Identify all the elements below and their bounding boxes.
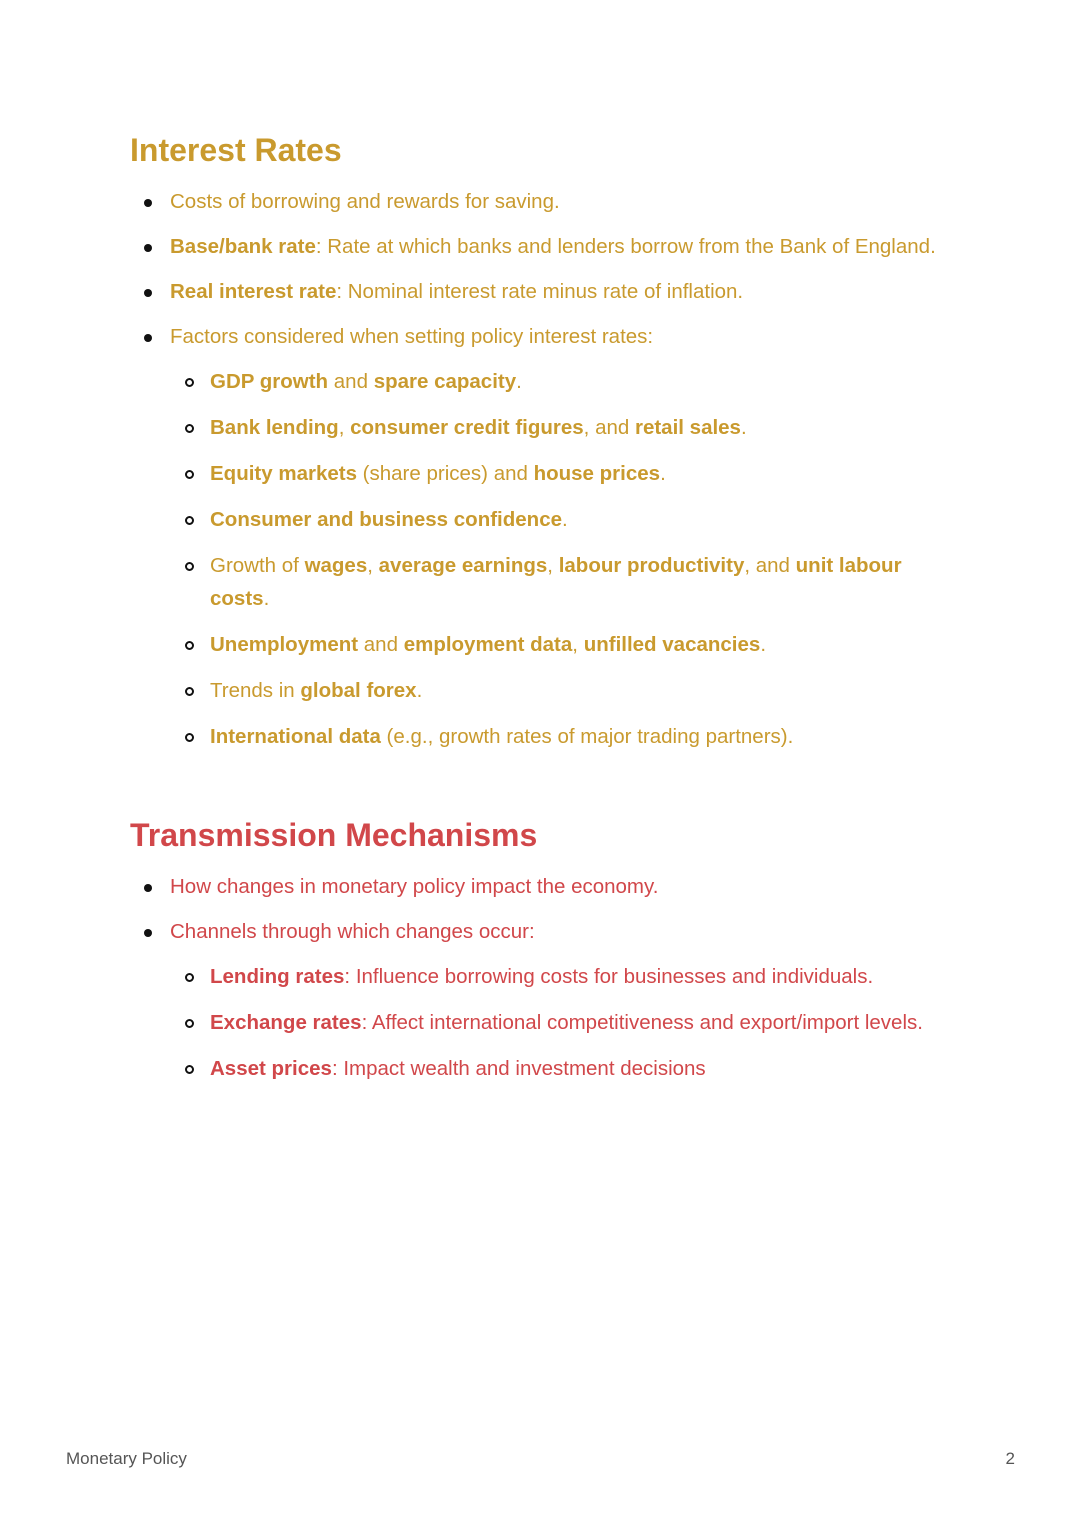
- page-number: 2: [1005, 1449, 1015, 1468]
- bold-term: retail sales: [634, 416, 741, 439]
- text-segment: Channels through which changes occur:: [170, 920, 535, 943]
- transmission-list: [130, 870, 960, 1085]
- sub-list: [170, 960, 960, 1085]
- list-item: [130, 185, 960, 218]
- bullet-circle: [185, 973, 194, 982]
- text-segment: Costs of borrowing and rewards for saving.: [170, 190, 560, 213]
- bullet-circle: [185, 1065, 194, 1074]
- text-segment: ,: [338, 416, 351, 439]
- text-segment: .: [740, 416, 747, 439]
- item-text: [170, 325, 653, 348]
- bold-term: Base/bank rate: [170, 235, 316, 258]
- bold-term: International data: [210, 725, 381, 748]
- list-item: [130, 275, 960, 308]
- bullet-circle: [185, 378, 194, 387]
- text-segment: .: [416, 679, 423, 702]
- item-text: [170, 875, 658, 898]
- bold-term: consumer credit figures: [350, 416, 584, 439]
- bold-term: Asset prices: [210, 1057, 332, 1080]
- text-segment: , and: [583, 416, 635, 439]
- bullet-dot: [144, 334, 152, 342]
- item-text: [170, 920, 535, 943]
- list-item: [130, 870, 960, 903]
- text-segment: ,: [572, 633, 584, 656]
- bullet-dot: [144, 884, 152, 892]
- text-segment: , and: [744, 554, 796, 577]
- item-text: [210, 1011, 923, 1034]
- bullet-dot: [144, 244, 152, 252]
- item-text: [210, 370, 522, 393]
- sub-list-item: [170, 720, 960, 753]
- text-segment: Trends in: [210, 679, 301, 702]
- item-text: [210, 725, 793, 748]
- bullet-circle: [185, 516, 194, 525]
- text-segment: and: [328, 370, 374, 393]
- bold-term: wages: [304, 554, 368, 577]
- sub-list-item: [170, 549, 960, 615]
- text-segment: (share prices) and: [356, 462, 534, 485]
- bullet-circle: [185, 687, 194, 696]
- bullet-dot: [144, 289, 152, 297]
- bold-term: Bank lending: [210, 416, 339, 439]
- item-text: [210, 554, 902, 610]
- bold-term: Unemployment: [210, 633, 359, 656]
- bold-term: global forex: [300, 679, 417, 702]
- text-segment: Growth of: [210, 554, 305, 577]
- sub-list-item: [170, 457, 960, 490]
- text-segment: .: [760, 633, 767, 656]
- interest-rates-section: [130, 131, 960, 753]
- bullet-circle: [185, 562, 194, 571]
- sub-list: [170, 365, 960, 753]
- bold-term: Consumer and business confidence: [210, 508, 562, 531]
- item-text: [210, 965, 873, 988]
- interest-rates-list: [130, 185, 960, 753]
- sub-list-item: [170, 1052, 960, 1085]
- text-segment: .: [263, 587, 270, 610]
- item-text: [210, 508, 568, 531]
- sub-list-item: [170, 503, 960, 536]
- item-text: [210, 679, 422, 702]
- text-segment: : Rate at which banks and lenders borrow from the Bank of England.: [315, 235, 936, 258]
- bold-term: Equity markets: [210, 462, 357, 485]
- bullet-dot: [144, 929, 152, 937]
- text-segment: : Influence borrowing costs for businesses and individuals.: [344, 965, 874, 988]
- text-segment: How changes in monetary policy impact the economy.: [170, 875, 659, 898]
- text-segment: and: [358, 633, 404, 656]
- text-segment: : Nominal interest rate minus rate of inflation.: [336, 280, 744, 303]
- text-segment: .: [516, 370, 522, 393]
- bullet-circle: [185, 424, 194, 433]
- item-text: [210, 416, 747, 439]
- item-text: [210, 633, 766, 656]
- text-segment: Factors considered when setting policy interest rates:: [170, 325, 654, 348]
- text-segment: .: [660, 462, 666, 485]
- interest-rates-heading: Interest Rates: [130, 132, 342, 168]
- sub-list-item: [170, 411, 960, 444]
- bold-term: Real interest rate: [170, 280, 337, 303]
- list-item: [130, 230, 960, 263]
- bullet-circle: [185, 1019, 194, 1028]
- bullet-dot: [144, 199, 152, 207]
- list-item: [130, 915, 960, 1085]
- bold-term: unit labour costs: [210, 554, 902, 610]
- item-text: [210, 462, 666, 485]
- bullet-circle: [185, 733, 194, 742]
- bold-term: employment data: [403, 633, 573, 656]
- bullet-circle: [185, 641, 194, 650]
- bold-term: average earnings: [378, 554, 548, 577]
- item-text: [170, 235, 936, 258]
- bullet-circle: [185, 470, 194, 479]
- item-text: [210, 1057, 706, 1080]
- bold-term: unfilled vacancies: [583, 633, 761, 656]
- bold-term: Lending rates: [210, 965, 345, 988]
- sub-list-item: [170, 365, 960, 398]
- text-segment: (e.g., growth rates of major trading partners).: [380, 725, 794, 748]
- bold-term: GDP growth: [210, 370, 329, 393]
- text-segment: .: [562, 508, 568, 531]
- sub-list-item: [170, 674, 960, 707]
- list-item: [130, 320, 960, 753]
- bold-term: labour productivity: [558, 554, 745, 577]
- sub-list-item: [170, 1006, 960, 1039]
- sub-list-item: [170, 628, 960, 661]
- transmission-heading: Transmission Mechanisms: [130, 817, 538, 853]
- bold-term: spare capacity: [373, 370, 517, 393]
- bold-term: Exchange rates: [210, 1011, 362, 1034]
- bold-term: house prices: [533, 462, 661, 485]
- text-segment: : Affect international competitiveness and export/import levels.: [361, 1011, 923, 1034]
- text-segment: ,: [547, 554, 559, 577]
- item-text: [170, 280, 743, 303]
- text-segment: ,: [367, 554, 379, 577]
- footer-title: Monetary Policy: [66, 1449, 187, 1468]
- sub-list-item: [170, 960, 960, 993]
- text-segment: : Impact wealth and investment decisions: [331, 1057, 706, 1080]
- transmission-section: [130, 816, 960, 1085]
- item-text: [170, 190, 560, 213]
